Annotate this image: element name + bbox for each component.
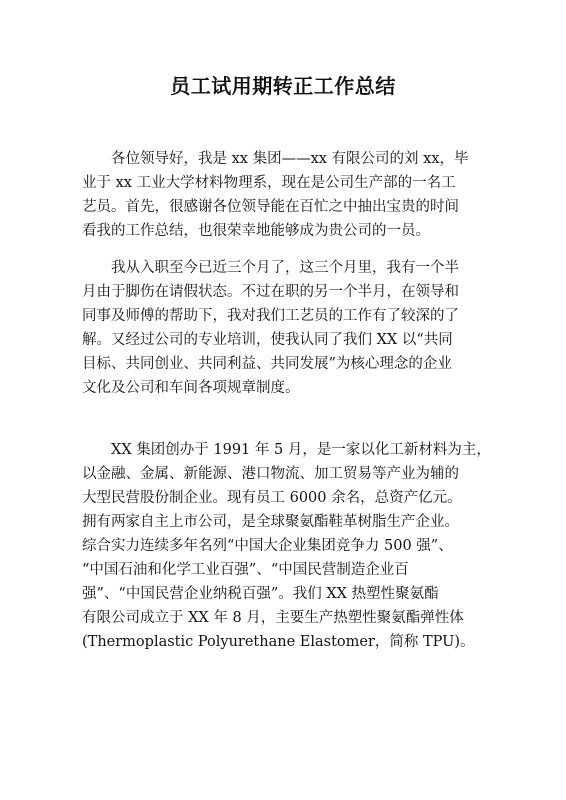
paragraph-3 — [82, 438, 492, 654]
paragraph-2 — [82, 256, 492, 400]
text-line: 解。又经过公司的专业培训，使我认同了我们 XX 以“共同 — [82, 332, 453, 348]
text-line: “中国石油和化学工业百强”、“中国民营制造企业百 — [82, 562, 409, 578]
text-line: XX 集团创办于 1991 年 5 月，是一家以化工新材料为主， — [82, 442, 491, 458]
text-line: 艺员。首先，很感谢各位领导能在百忙之中抽出宝贵的时间 — [82, 199, 459, 215]
text-line: 综合实力连续多年名列“中国大企业集团竞争力 500 强”、 — [82, 538, 453, 554]
text-line: 同事及师傅的帮助下，我对我们工艺员的工作有了较深的了 — [82, 308, 459, 324]
paragraph-1 — [82, 147, 492, 243]
text-line: 目标、共同创业、共同利益、共同发展”为核心理念的企业 — [82, 356, 452, 372]
text-line: (Thermoplastic Polyurethane Elastomer，简称 TPU)。 — [82, 634, 475, 650]
text-line: 我从入职至今已近三个月了，这三个月里，我有一个半 — [82, 260, 459, 276]
text-line: 大型民营股份制企业。现有员工 6000 余名，总资产亿元。 — [82, 490, 462, 506]
text-line: 各位领导好，我是 xx 集团——xx 有限公司的刘 xx，毕 — [82, 151, 469, 167]
text-line: 看我的工作总结，也很荣幸地能够成为贵公司的一员。 — [82, 223, 430, 239]
text-line: 业于 xx 工业大学材料物理系，现在是公司生产部的一名工 — [82, 175, 456, 191]
document-title: 员工试用期转正工作总结 — [170, 74, 396, 98]
text-line: 月由于脚伤在请假状态。不过在职的另一个半月，在领导和 — [82, 284, 459, 300]
text-line: 拥有两家自主上市公司，是全球聚氨酯鞋革树脂生产企业。 — [82, 514, 459, 530]
text-line: 强”、“中国民营企业纳税百强”。我们 XX 热塑性聚氨酯 — [82, 586, 439, 602]
text-line: 文化及公司和车间各项规章制度。 — [82, 380, 300, 396]
text-line: 以金融、金属、新能源、港口物流、加工贸易等产业为辅的 — [82, 466, 459, 482]
text-line: 有限公司成立于 XX 年 8 月，主要生产热塑性聚氨酯弹性体 — [82, 610, 464, 626]
